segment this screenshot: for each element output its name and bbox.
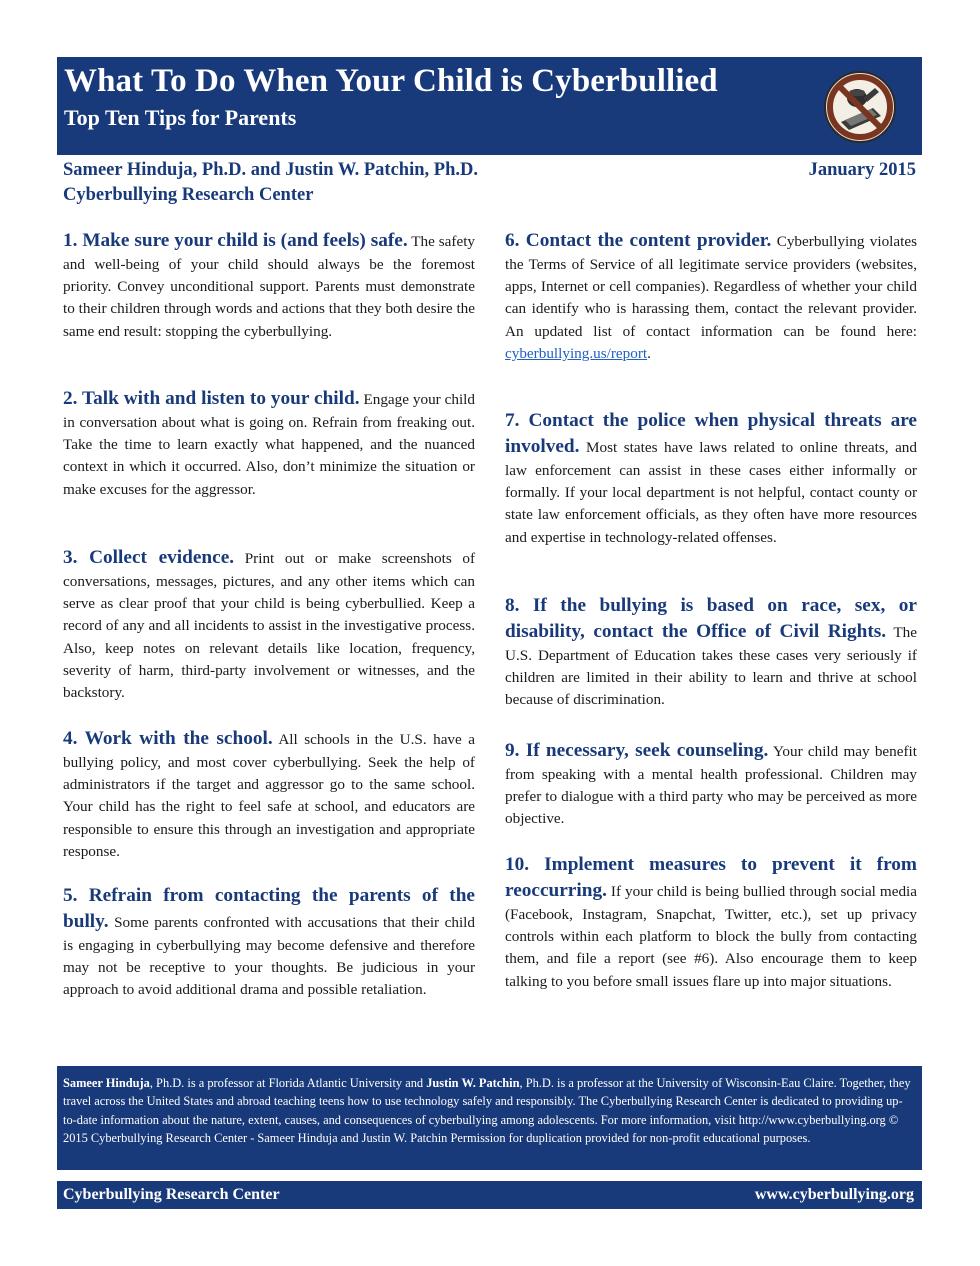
author-info-part-2: , Ph.D. is a professor at the University of Wisconsin-Eau Claire. Together, they travel across the United States and abroad teaching teens how to use technology safely and responsibly. The Cyberbullying Research Center is dedicated to providing up-to-date information about the nature, extent, causes, and consequences of cyberbullying among adolescents. For more information, visit http://www.cyberbullying.org © 2015 Cyberbullying Research Center - Sameer Hinduja and Justin W. Patchin Permission for duplication provided for non-profit educational purposes. [63, 1076, 911, 1145]
tip-6 [505, 228, 917, 365]
tip-5 [63, 883, 475, 1002]
tip-heading: 7. Contact the police when physical threats are involved. [505, 410, 917, 457]
tip-body: Your child may benefit from speaking with a mental health professional. Children may prefer to dialogue with a third party who may be perceived as more objective. [505, 743, 917, 828]
tip-heading: 10. Implement measures to prevent it from reoccurring. [505, 854, 917, 901]
page-subtitle: Top Ten Tips for Parents [64, 105, 297, 130]
tip-2 [63, 386, 475, 501]
bottom-bar [57, 1181, 922, 1209]
footer-organization: Cyberbullying Research Center [63, 1186, 280, 1203]
authors-line: Sameer Hinduja, Ph.D. and Justin W. Patchin, Ph.D. [63, 160, 478, 180]
tip-10 [505, 852, 917, 993]
tip-heading: 9. If necessary, seek counseling. [505, 740, 769, 761]
author-info-part-1: , Ph.D. is a professor at Florida Atlantic University and [149, 1076, 427, 1090]
tip-body: Some parents confronted with accusations that their child is engaging in cyberbullying may become defensive and therefore may not be receptive to your thoughts. Be judicious in your approach to avoid additional drama and possible retaliation. [63, 914, 476, 999]
tip-heading: 6. Contact the content provider. [505, 230, 772, 251]
tip-heading: 3. Collect evidence. [63, 547, 235, 568]
author-name-2: Justin W. Patchin [426, 1076, 520, 1090]
tip-heading: 4. Work with the school. [63, 728, 273, 749]
tip-body: The U.S. Department of Education takes these cases very seriously if children are limited in their ability to learn and thrive at school because of discrimination. [505, 624, 917, 709]
tip-body: Cyberbullying violates the Terms of Service of all legitimate service providers (websites, apps, Internet or cell companies). Regardless of whether your child can identify who is harassing them, contact the relevant provider. An updated list of contact information can be found here: [505, 233, 918, 340]
tip-body: Print out or make screenshots of conversations, messages, pictures, and any other items which can serve as clear proof that your child is being cyberbullied. Keep a record of any and all incidents to assist in the investigative process. Also, keep notes on relevant details like location, frequency, severity of harm, third-party involvement or witnesses, and the backstory. [63, 550, 476, 702]
tip-4 [63, 726, 475, 863]
header-banner [57, 57, 922, 155]
tip-body: Most states have laws related to online threats, and law enforcement can assist in these cases either informally or formally. If your local department is not helpful, contact county or state law enforcement officials, as they often have more resources and expertise in technology-related offenses. [505, 439, 917, 546]
no-cyberbullying-icon [823, 70, 897, 144]
author-info-box [57, 1066, 922, 1170]
tip-heading: 2. Talk with and listen to your child. [63, 388, 360, 409]
tip-heading: 5. Refrain from contacting the parents of the bully. [63, 885, 475, 932]
tip-body: All schools in the U.S. have a bullying policy, and most cover cyberbullying. Seek the help of administrators if the target and aggressor go to the same school. Your child has the right to feel safe at school, and educators are responsible to ensure this through an investigation and appropriate response. [63, 731, 475, 860]
author-info-text [63, 1074, 915, 1147]
report-link[interactable]: cyberbullying.us/report [505, 344, 648, 362]
tip-body: Engage your child in conversation about what is going on. Refrain from freaking out. Take the time to learn exactly what happened, and the nuanced context in which it occurred. Also, don’t minimize the situation or make excuses for the aggressor. [63, 391, 475, 498]
tip-body-end: . [647, 344, 651, 362]
author-name-1: Sameer Hinduja [63, 1076, 150, 1090]
organization-line: Cyberbullying Research Center [63, 185, 314, 205]
page-title: What To Do When Your Child is Cyberbullied [64, 63, 718, 99]
tip-body: If your child is being bullied through social media (Facebook, Instagram, Snapchat, Twitter, etc.), set up privacy controls within each platform to block the bully from contacting them, and file a report (see #6). Also encourage them to keep talking to you before small issues flare up into major situations. [505, 883, 918, 990]
publication-date: January 2015 [808, 160, 916, 180]
tip-3 [63, 545, 475, 704]
tip-9 [505, 738, 917, 831]
footer-website[interactable]: www.cyberbullying.org [754, 1186, 914, 1203]
tip-heading: 1. Make sure your child is (and feels) safe. [63, 230, 408, 251]
tip-8 [505, 593, 917, 712]
tip-7 [505, 408, 917, 549]
tip-1 [63, 228, 475, 343]
tip-heading: 8. If the bullying is based on race, sex, or disability, contact the Office of Civil Rights. [505, 595, 917, 642]
tip-body: The safety and well-being of your child should always be the foremost priority. Convey unconditional support. Parents must demonstrate to their children through words and actions that they both desire the same end result: stopping the cyberbullying. [63, 233, 476, 340]
